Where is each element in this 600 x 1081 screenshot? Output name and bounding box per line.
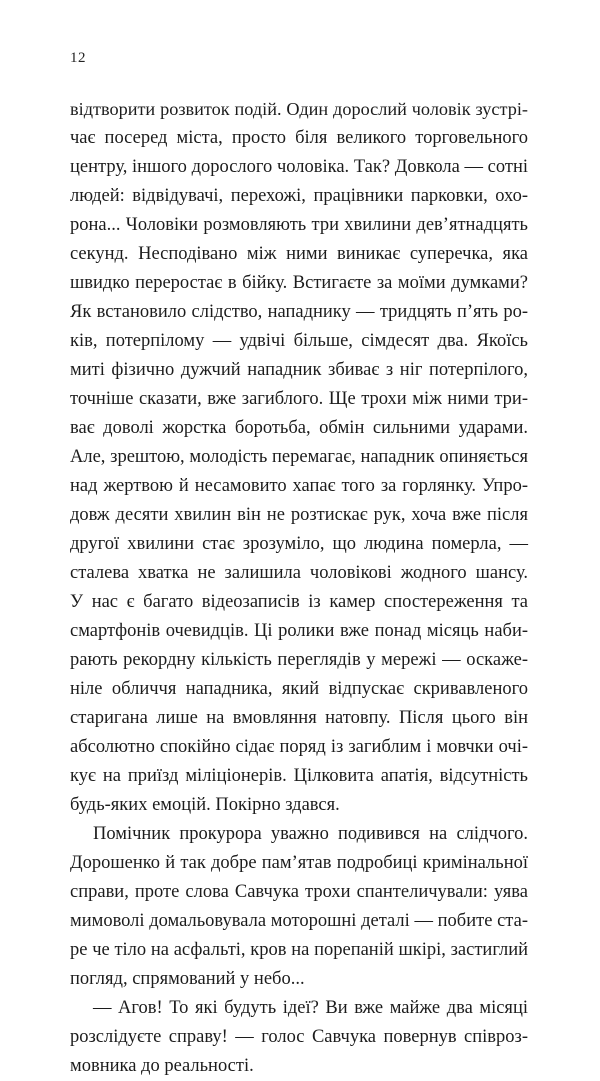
text-line: відтворити розвиток подій. Один дорослий чоловік зустрі- [70, 99, 528, 119]
text-line: центру, іншого дорослого чоловіка. Так? Довкола — сотні [70, 157, 528, 177]
text-line: миті фізично дужчий нападник збиває з ніг потерпілого, [70, 360, 528, 380]
text-line: будь-яких емоцій. Покірно здався. [70, 795, 340, 815]
text-line: ніле обличчя нападника, який відпускає скривавленого [70, 679, 528, 699]
text-line: ре че тіло на асфальті, кров на порепаній шкірі, застиглий [70, 940, 528, 960]
page-number: 12 [70, 50, 86, 66]
text-line: старигана лише на вмовляння натовпу. Після цього він [70, 708, 528, 728]
text-line: У нас є багато відеозаписів із камер спостереження та [70, 592, 528, 612]
text-line: другої хвилини стає зрозуміло, що людина померла, — [70, 534, 528, 554]
text-line: — Агов! То які будуть ідеї? Ви вже майже два місяці [93, 998, 528, 1018]
text-line: людей: відвідувачі, перехожі, працівники парковки, охо- [70, 186, 528, 206]
text-line: смартфонів очевидців. Ці ролики вже понад місяць наби- [70, 621, 528, 641]
text-line: рона... Чоловіки розмовляють три хвилини дев’ятнадцять [70, 215, 528, 235]
text-line: справи, проте слова Савчука трохи спантеличували: уява [70, 882, 528, 902]
text-line: абсолютно спокійно сідає поряд із загиблим і мовчки очі- [70, 737, 528, 757]
text-line: секунд. Несподівано між ними виникає суперечка, яка [70, 244, 528, 264]
text-line: ває доволі жорстка боротьба, обмін сильними ударами. [70, 418, 528, 438]
text-line: над жертвою й несамовито хапає того за горлянку. Упро- [70, 476, 528, 496]
text-line: Дорошенко й так добре пам’ятав подробиці кримінальної [70, 853, 528, 873]
text-line: Як встановило слідство, нападнику — тридцять п’ять ро- [70, 302, 528, 322]
text-line: довж десяти хвилин він не розтискає рук, хоча вже після [70, 505, 528, 525]
text-line: мовника до реальності. [70, 1056, 254, 1076]
text-line: сталева хватка не залишила чоловікові жодного шансу. [70, 563, 528, 583]
text-line: рають рекордну кількість переглядів у мережі — оскаже- [70, 650, 528, 670]
text-line: чає посеред міста, просто біля великого торговельного [70, 128, 528, 148]
text-line: Але, зрештою, молодість перемагає, нападник опиняється [70, 447, 528, 467]
text-line: Помічник прокурора уважно подивився на слідчого. [93, 824, 528, 844]
text-line: точніше сказати, вже загиблого. Ще трохи між ними три- [70, 389, 528, 409]
text-line: ків, потерпілому — удвічі більше, сімдесят два. Якоїсь [70, 331, 528, 351]
body-text [70, 95, 528, 1081]
text-line: погляд, спрямований у небо... [70, 969, 305, 989]
text-line: мимоволі домальовувала моторошні деталі — побите ста- [70, 911, 528, 931]
text-line: кує на приїзд міліціонерів. Цілковита апатія, відсутність [70, 766, 528, 786]
text-line: швидко переростає в бійку. Встигаєте за моїми думками? [70, 273, 528, 293]
text-line: розслідуєте справу! — голос Савчука повернув співроз- [70, 1027, 528, 1047]
